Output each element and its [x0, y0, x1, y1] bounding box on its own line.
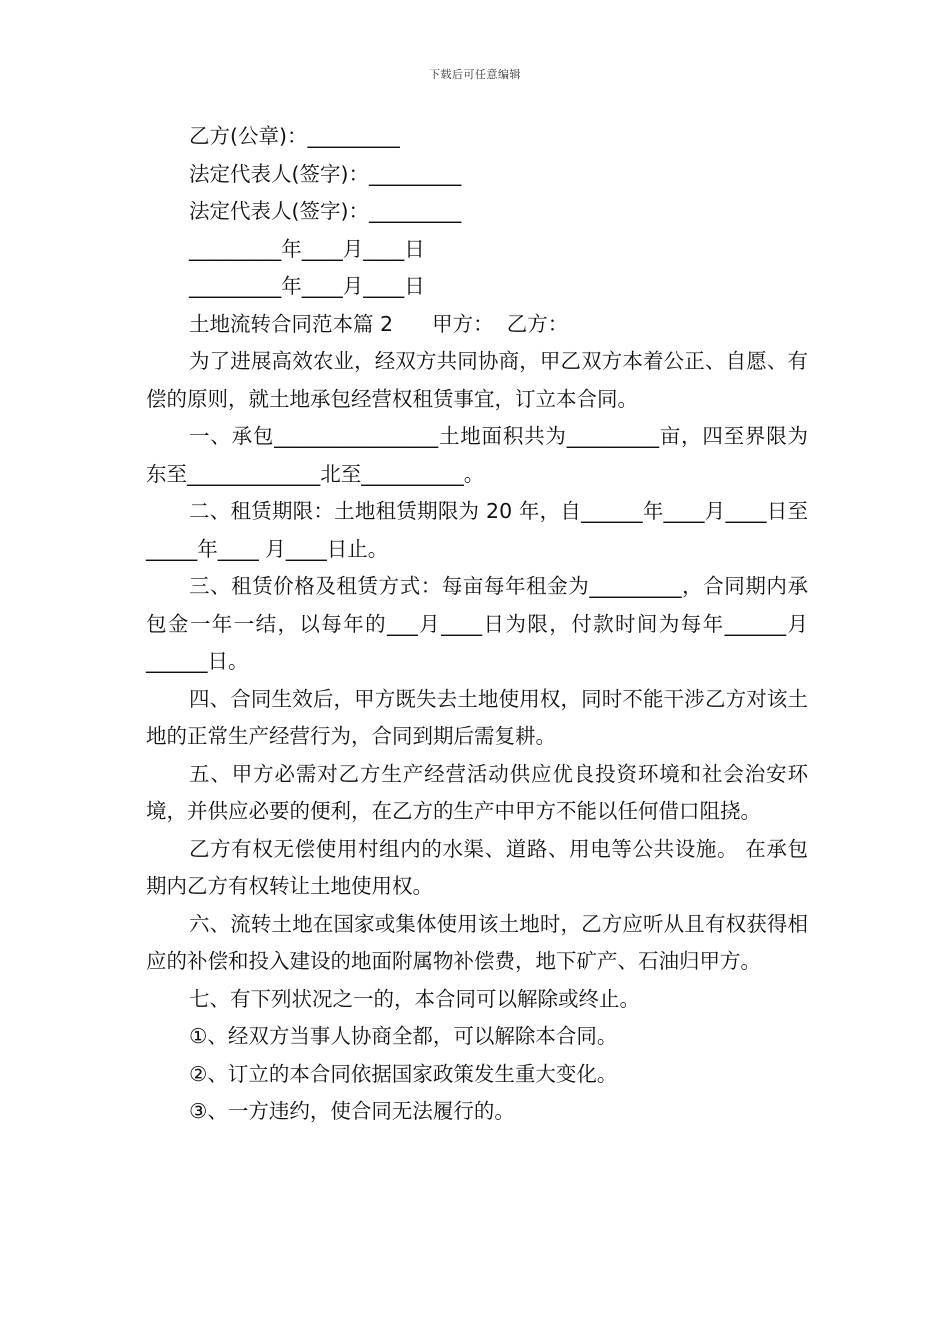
document-body [146, 118, 808, 1131]
date-line: _________年____月____日 [189, 274, 425, 298]
legal-rep-signature-line: 法定代表人(签字)：_________ [189, 199, 462, 223]
paragraph-clause-7-item-1: ①、经双方当事人协商全都，可以解除本合同。 [189, 1024, 618, 1048]
page-header: 下载后可任意编辑 [429, 68, 521, 81]
paragraph-clause-7: 七、有下列状况之一的，本合同可以解除或终止。 [189, 986, 640, 1011]
paragraph-preamble: 为了进展高效农业，经双方共同协商，甲乙双方本着公正、自愿、有偿的原则，就土地承包经营权租赁事宜，订立本合同。 [146, 349, 808, 411]
paragraph-clause-1: 一、承包________________土地面积共为_________亩，四至界限为东至_____________北至__________。 [146, 424, 808, 486]
party-b-seal-line: 乙方(公章)：_________ [189, 124, 400, 148]
paragraph-clause-5: 五、甲方必需对乙方生产经营活动供应优良投资环境和社会治安环境，并供应必要的便利，在乙方的生产中甲方不能以任何借口阻挠。 [146, 761, 808, 823]
paragraph-clause-7-item-3: ③、一方违约，使合同无法履行的。 [189, 1099, 515, 1123]
paragraph-clause-4: 四、合同生效后，甲方既失去土地使用权，同时不能干涉乙方对该土地的正常生产经营行为，合同到期后需复耕。 [146, 686, 808, 748]
section-title: 土地流转合同范本篇 2 甲方： 乙方： [189, 311, 569, 336]
paragraph-clause-7-item-2: ②、订立的本合同依据国家政策发生重大变化。 [189, 1061, 618, 1086]
paragraph-clause-5-note: 乙方有权无偿使用村组内的水渠、道路、用电等公共设施。 在承包期内乙方有权转让土地使用权。 [146, 836, 808, 898]
date-line: _________年____月____日 [189, 236, 425, 261]
paragraph-clause-6: 六、流转土地在国家或集体使用该土地时，乙方应听从且有权获得相应的补偿和投入建设的地面附属物补偿费，地下矿产、石油归甲方。 [146, 911, 808, 973]
paragraph-clause-2: 二、租赁期限：土地租赁期限为 20 年，自______年____月____日至_____年____ 月____日止。 [146, 499, 808, 561]
paragraph-clause-3: 三、租赁价格及租赁方式：每亩每年租金为_________，合同期内承包金一年一结，以每年的___月____日为限，付款时间为每年______月______日。 [146, 574, 808, 673]
legal-rep-signature-line: 法定代表人(签字)：_________ [189, 161, 462, 186]
